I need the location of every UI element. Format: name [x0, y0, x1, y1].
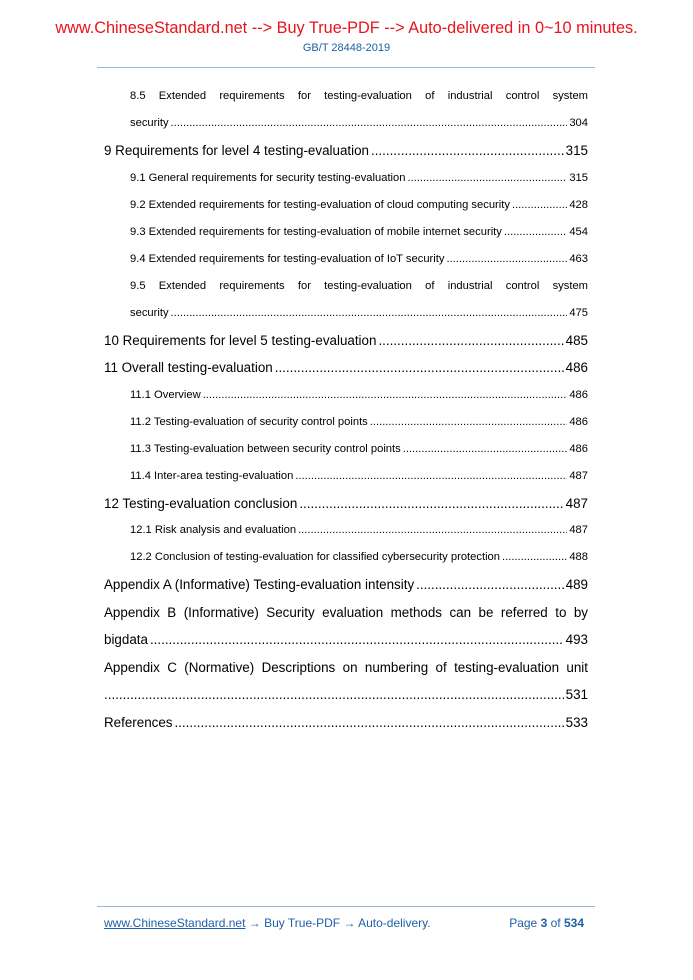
toc-entry-title: bigdata [104, 632, 148, 647]
toc-entry-11-2[interactable] [104, 409, 588, 436]
header-divider [97, 67, 595, 68]
page-footer [104, 916, 588, 930]
toc-entry-12-1[interactable] [104, 517, 588, 544]
header-banner: www.ChineseStandard.net --> Buy True-PDF --> Auto-delivered in 0~10 minutes. [55, 19, 638, 37]
toc-entry-title: 12 Testing-evaluation conclusion [104, 495, 298, 511]
toc-entry-title: 11.1 Overview [130, 388, 201, 401]
toc-entry-page: 487 [565, 495, 588, 511]
toc-entry-9-2[interactable] [104, 192, 588, 219]
standard-number: GB/T 28448-2019 [302, 42, 391, 54]
toc-entry-page: 486 [569, 415, 588, 428]
page-of-label: of [550, 916, 561, 930]
toc-entry-9[interactable] [104, 137, 588, 165]
toc-entry-appendix-c-line1[interactable] [104, 654, 588, 682]
toc-leader-dots [298, 517, 567, 544]
toc-entry-page: 475 [569, 306, 588, 319]
toc-leader-dots [104, 681, 564, 709]
toc-entry-9-4[interactable] [104, 246, 588, 273]
toc-entry-title: 9.1 General requirements for security testing-evaluation [130, 171, 406, 184]
footer-purchase-text: → Buy True-PDF → Auto-delivery. [245, 916, 431, 930]
footer-divider [97, 906, 595, 907]
toc-leader-dots [416, 571, 564, 599]
toc-leader-dots [174, 709, 563, 737]
toc-leader-dots [370, 409, 568, 436]
toc-leader-dots [504, 219, 567, 246]
toc-entry-page: 454 [569, 225, 588, 238]
toc-leader-dots [150, 626, 564, 654]
toc-entry-page: 486 [569, 388, 588, 401]
toc-entry-appendix-a[interactable] [104, 571, 588, 599]
toc-entry-title: 10 Requirements for level 5 testing-evaluation [104, 332, 377, 348]
toc-entry-references[interactable] [104, 709, 588, 737]
toc-entry-11-1[interactable] [104, 382, 588, 409]
toc-leader-dots [407, 165, 567, 192]
page-indicator [509, 916, 584, 930]
toc-entry-page: 428 [569, 198, 588, 211]
toc-leader-dots [502, 544, 567, 571]
toc-leader-dots [171, 110, 568, 137]
toc-entry-9-5-line1[interactable] [104, 273, 588, 300]
toc-entry-8-5-line1[interactable] [104, 83, 588, 110]
table-of-contents [104, 83, 588, 736]
toc-entry-title: Appendix A (Informative) Testing-evaluation intensity [104, 577, 415, 592]
toc-leader-dots [299, 490, 563, 518]
toc-entry-title: 9 Requirements for level 4 testing-evaluation [104, 143, 369, 158]
toc-leader-dots [403, 436, 568, 463]
toc-entry-page: 531 [565, 687, 588, 702]
toc-entry-page: 487 [569, 469, 588, 482]
page-total: 534 [563, 916, 584, 930]
toc-entry-appendix-b-line1[interactable] [104, 599, 588, 627]
toc-entry-title: 11 Overall testing-evaluation [104, 360, 273, 375]
toc-leader-dots [371, 137, 564, 165]
toc-leader-dots [295, 463, 567, 490]
toc-entry-title: Appendix C (Normative) Descriptions on numbering of testing-evaluation unit [104, 659, 588, 675]
toc-entry-title: 9.5 Extended requirements for testing-evaluation of industrial control system [130, 279, 588, 292]
toc-entry-page: 489 [565, 577, 588, 592]
toc-entry-10[interactable] [104, 327, 588, 355]
toc-entry-title: 8.5 Extended requirements for testing-evaluation of industrial control system [130, 90, 588, 102]
page-current: 3 [540, 916, 548, 930]
toc-entry-8-5[interactable] [104, 110, 588, 137]
toc-leader-dots [512, 192, 567, 219]
toc-leader-dots [171, 300, 568, 327]
toc-entry-title: 9.3 Extended requirements for testing-evaluation of mobile internet security [130, 225, 502, 238]
toc-entry-title: 12.1 Risk analysis and evaluation [130, 524, 297, 536]
toc-entry-page: 487 [569, 524, 588, 536]
toc-leader-dots [446, 246, 567, 273]
toc-entry-title: 9.4 Extended requirements for testing-evaluation of IoT security [130, 252, 445, 265]
toc-entry-appendix-b[interactable] [104, 626, 588, 654]
toc-entry-11[interactable] [104, 354, 588, 382]
toc-entry-title: 9.2 Extended requirements for testing-evaluation of cloud computing security [130, 198, 510, 211]
toc-entry-page: 315 [565, 143, 588, 158]
toc-entry-title: 11.2 Testing-evaluation of security control points [130, 415, 368, 428]
page-label: Page [509, 916, 538, 930]
toc-entry-11-4[interactable] [104, 463, 588, 490]
toc-entry-title: 11.3 Testing-evaluation between security control points [130, 442, 401, 455]
toc-entry-9-1[interactable] [104, 165, 588, 192]
toc-entry-title: security [130, 117, 169, 129]
toc-entry-title: Appendix B (Informative) Security evaluation methods can be referred to by [104, 604, 588, 620]
toc-entry-page: 533 [565, 714, 588, 730]
toc-entry-title: 11.4 Inter-area testing-evaluation [130, 469, 294, 482]
toc-entry-9-5[interactable] [104, 300, 588, 327]
toc-entry-title: References [104, 714, 173, 730]
toc-entry-appendix-c[interactable] [104, 681, 588, 709]
toc-entry-page: 315 [569, 171, 588, 184]
toc-entry-title: security [130, 306, 169, 319]
toc-entry-page: 304 [569, 117, 588, 129]
toc-entry-page: 485 [565, 332, 588, 348]
toc-entry-page: 493 [565, 632, 588, 647]
footer-website-link[interactable]: www.ChineseStandard.net [104, 916, 246, 930]
toc-entry-page: 488 [569, 551, 588, 563]
toc-leader-dots [275, 354, 564, 382]
toc-leader-dots [378, 327, 563, 355]
toc-entry-page: 463 [569, 252, 588, 265]
toc-entry-title: 12.2 Conclusion of testing-evaluation for classified cybersecurity protection [130, 551, 501, 563]
toc-leader-dots [203, 382, 568, 409]
toc-entry-page: 486 [569, 442, 588, 455]
toc-entry-page: 486 [565, 360, 588, 375]
toc-entry-12-2[interactable] [104, 544, 588, 571]
toc-entry-11-3[interactable] [104, 436, 588, 463]
toc-entry-9-3[interactable] [104, 219, 588, 246]
toc-entry-12[interactable] [104, 490, 588, 518]
